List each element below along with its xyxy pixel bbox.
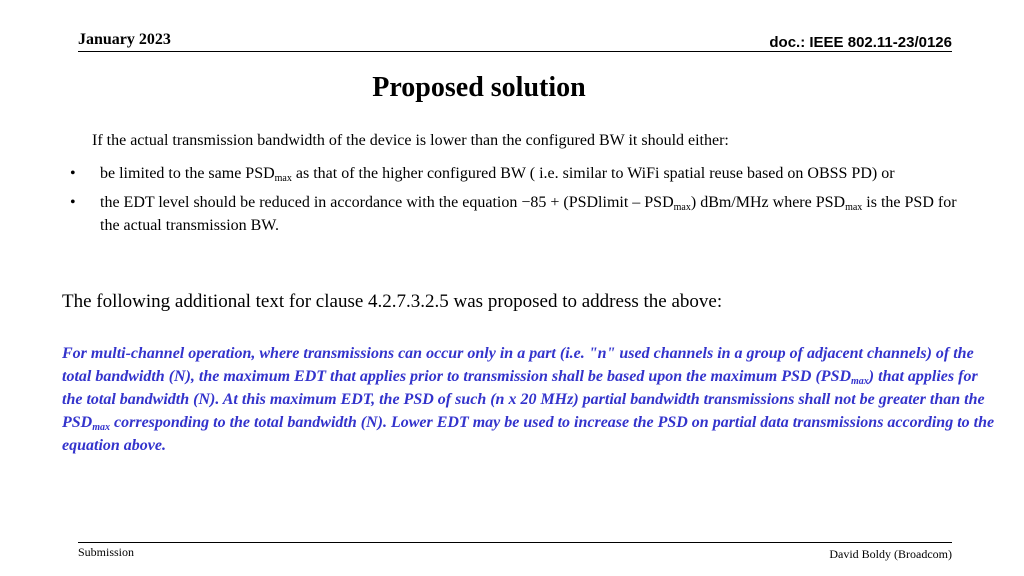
proposed-text [62, 342, 998, 457]
slide-title: Proposed solution [372, 72, 586, 103]
bullet-text: as that of the higher configured BW ( i.e. similar to WiFi spatial reuse based on OBSS PD) or [291, 165, 895, 182]
header-doc-id: doc.: IEEE 802.11-23/0126 [769, 34, 952, 51]
bullet-marker: • [70, 165, 76, 182]
proposed-text-part: corresponding to the total bandwidth (N). Lower EDT may be used to increase the PSD on partial data transmissions according to the equation above. [62, 414, 995, 454]
bullet-text: the EDT level should be reduced in accordance with the equation −85 + (PSDlimit – PSD [100, 194, 674, 211]
bullet-item [62, 191, 962, 237]
intro-text: If the actual transmission bandwidth of the device is lower than the configured BW it should either: [92, 132, 729, 149]
bullet-text: is the PSD for the actual transmission BW. [100, 194, 957, 234]
subscript: max [92, 422, 111, 433]
lead-text: The following additional text for clause 4.2.7.3.2.5 was proposed to address the above: [62, 291, 723, 312]
footer-divider [78, 542, 952, 543]
bullet-marker: • [70, 194, 76, 211]
header-date: January 2023 [78, 31, 171, 48]
subscript: max [274, 173, 292, 184]
bullet-text: ) dBm/MHz where PSD [690, 194, 846, 211]
proposed-text-part: For multi-channel operation, where transmissions can occur only in a part (i.e. "n" used channels in a group of adjacent channels) of the total bandwidth (N), the maximum EDT that applies prior to transmission shall be based upon the maximum PSD (PSD [62, 345, 974, 385]
header-divider [78, 51, 952, 52]
subscript: max [673, 202, 691, 213]
bullet-text: be limited to the same PSD [100, 165, 275, 182]
proposed-text-part: ) that applies for the total bandwidth (N). At this maximum EDT, the PSD of such (n x 20 MHz) partial bandwidth transmissions shall not be greater than the PSD [62, 368, 985, 431]
subscript: max [845, 202, 863, 213]
footer-author: David Boldy (Broadcom) [829, 547, 952, 561]
bullet-list [62, 162, 962, 243]
footer-submission: Submission [78, 545, 135, 559]
bullet-item [62, 162, 962, 185]
subscript: max [851, 376, 869, 387]
